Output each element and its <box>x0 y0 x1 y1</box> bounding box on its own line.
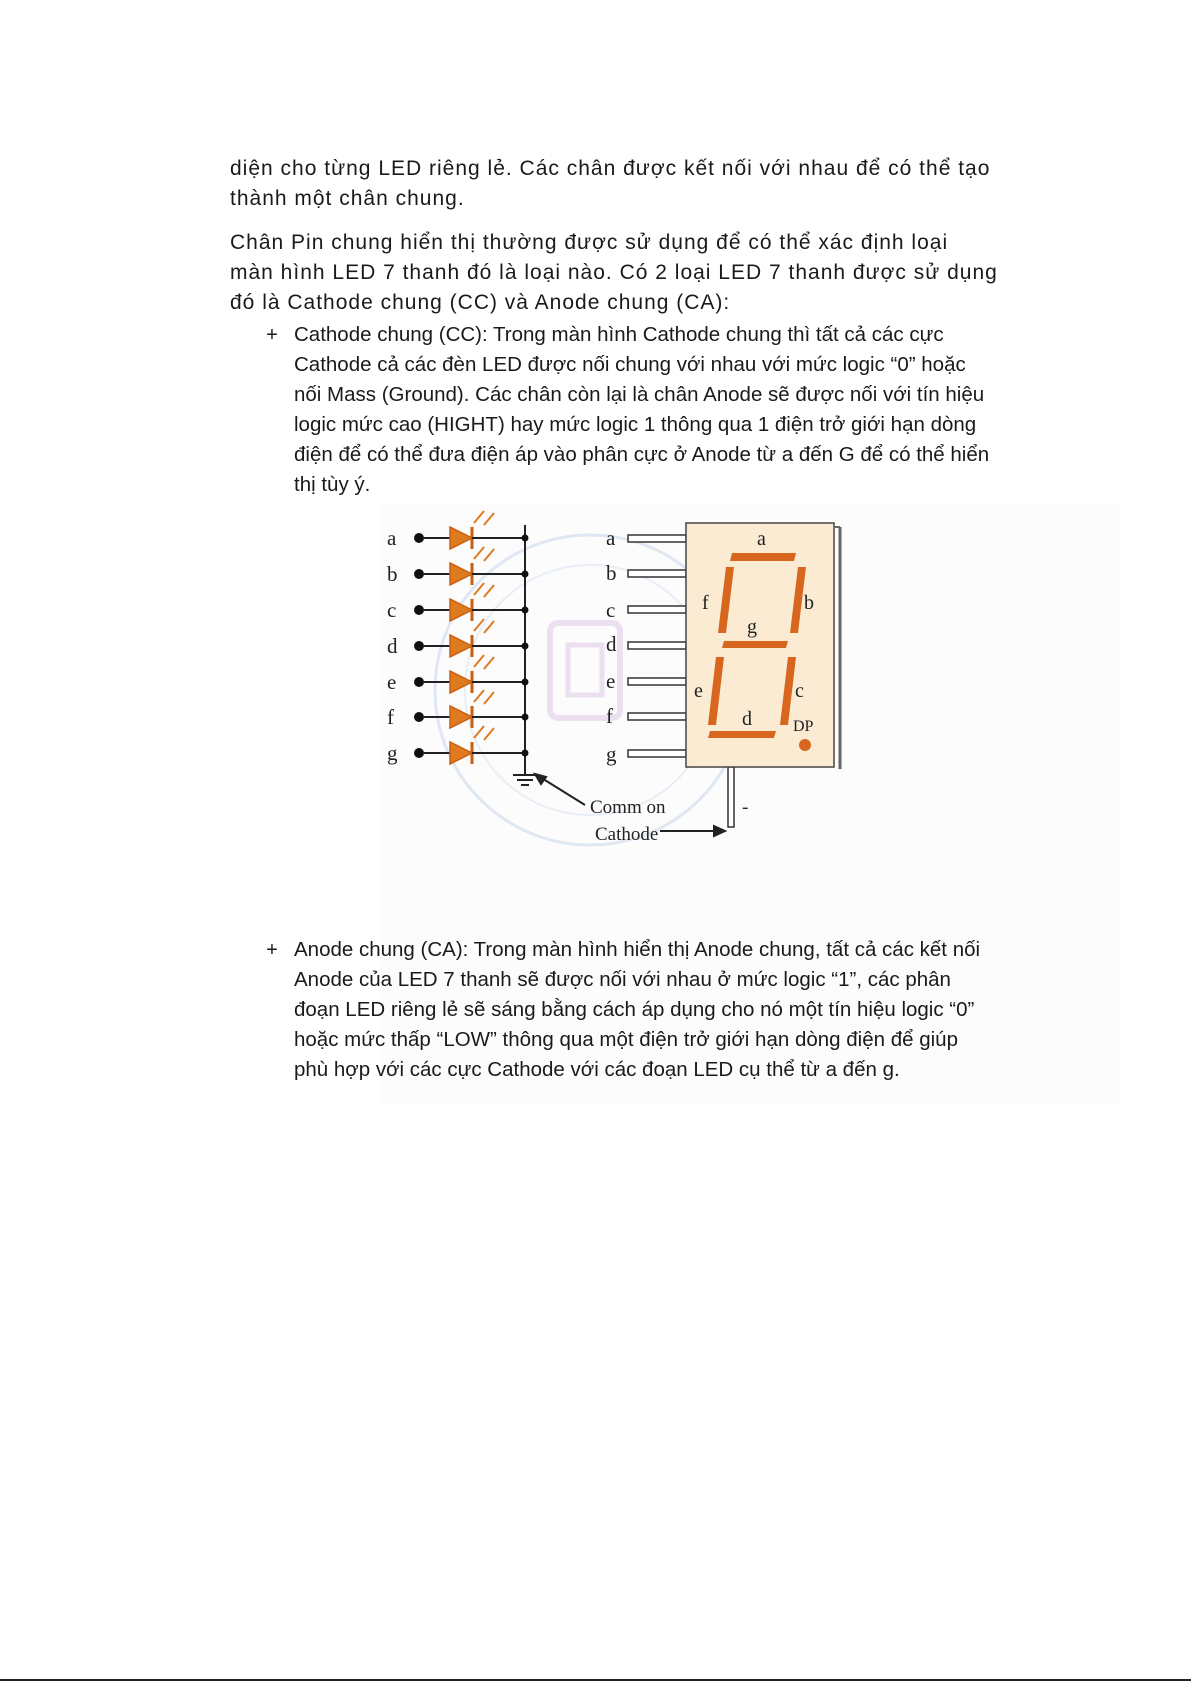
pin-label: f <box>606 704 613 728</box>
page-bottom-rule <box>0 1679 1191 1681</box>
bullet-line: điện để có thể đưa điện áp vào phân cực ở Anode từ a đến G để có thể hiển <box>294 443 990 466</box>
led-row <box>387 726 529 765</box>
paragraph-2-line-1: Chân Pin chung hiển thị thường được sử dụng để có thể xác định loại <box>230 231 949 254</box>
pin-labels <box>606 526 617 766</box>
led-label: g <box>387 741 398 765</box>
segment-label: e <box>694 680 703 702</box>
bullet-line: hoặc mức thấp “LOW” thông qua một điện trở giới hạn dòng điện để giúp <box>294 1028 958 1051</box>
segment-label: b <box>804 592 814 614</box>
pin-label: a <box>606 526 616 550</box>
segment-a <box>730 553 796 561</box>
bullet-line: phù hợp với các cực Cathode với các đoạn LED cụ thể từ a đến g. <box>294 1058 900 1081</box>
common-arrow <box>535 774 585 805</box>
led-label: a <box>387 526 397 550</box>
led-bank <box>387 511 537 785</box>
diode-icon <box>450 563 472 585</box>
led-label: b <box>387 562 398 586</box>
common-label-line2: Cathode <box>595 824 659 845</box>
segment-label: g <box>747 616 757 638</box>
paragraph-2-line-2: màn hình LED 7 thanh đó là loại nào. Có 2 loại LED 7 thanh được sử dụng <box>230 261 998 284</box>
led-label: c <box>387 598 397 622</box>
paragraph-1 <box>230 154 1060 214</box>
led-row <box>387 655 529 694</box>
segment-label: f <box>702 592 709 614</box>
led-label: d <box>387 634 398 658</box>
pin-label: c <box>606 598 616 622</box>
ground-icon <box>513 775 537 785</box>
segment-label: d <box>742 708 752 730</box>
led-row <box>387 690 529 729</box>
diode-icon <box>450 706 472 728</box>
bullet-plus-icon: + <box>266 939 278 961</box>
bullet-line: nối Mass (Ground). Các chân còn lại là chân Anode sẽ được nối với tín hiệu <box>294 383 985 406</box>
led-row <box>387 583 529 622</box>
paragraph-2-line-3: đó là Cathode chung (CC) và Anode chung (CA): <box>230 291 731 314</box>
pin-label: b <box>606 561 617 585</box>
led-row <box>387 511 529 550</box>
minus-sign: - <box>742 797 749 818</box>
segment-label: DP <box>793 718 814 735</box>
bullet-line: Anode chung (CA): Trong màn hình hiển thị Anode chung, tất cả các kết nối <box>294 938 981 961</box>
led-label: f <box>387 705 394 729</box>
diode-icon <box>450 527 472 549</box>
common-label-line1: Comm on <box>590 797 666 818</box>
pin-label: d <box>606 632 617 656</box>
paragraph-2 <box>230 228 1060 318</box>
segment-label: a <box>757 528 766 550</box>
paragraph-1-line-2: thành một chân chung. <box>230 187 465 210</box>
segment-g <box>722 641 788 648</box>
led-row <box>387 547 529 586</box>
paragraph-1-line-1: diện cho từng LED riêng lẻ. Các chân được kết nối với nhau để có thể tạo <box>230 157 991 180</box>
bullet-line: Anode của LED 7 thanh sẽ được nối với nhau ở mức logic “1”, các phân <box>294 968 951 991</box>
led-label: e <box>387 670 397 694</box>
bullet-plus-icon: + <box>266 324 278 346</box>
pin-label: e <box>606 669 616 693</box>
bullet-text <box>294 935 1064 1085</box>
cathode-arrow <box>660 826 725 836</box>
led-row <box>387 619 529 658</box>
bullet-line: Cathode cả các đèn LED được nối chung với nhau với mức logic “0” hoặc <box>294 353 966 376</box>
diode-icon <box>450 742 472 764</box>
bullet-line: logic mức cao (HIGHT) hay mức logic 1 thông qua 1 điện trở giới hạn dòng <box>294 413 977 436</box>
segment-d <box>708 731 776 738</box>
bullet-line: đoạn LED riêng lẻ sẽ sáng bằng cách áp dụng cho nó một tín hiệu logic “0” <box>294 998 975 1021</box>
bullet-line: Cathode chung (CC): Trong màn hình Cathode chung thì tất cả các cực <box>294 323 944 346</box>
segment-label: c <box>795 680 804 702</box>
diode-icon <box>450 671 472 693</box>
diode-icon <box>450 635 472 657</box>
segment-dp <box>799 739 811 751</box>
bullet-text <box>294 320 1064 500</box>
bullet-line: thị tùy ý. <box>294 473 371 496</box>
pin-label: g <box>606 742 617 766</box>
